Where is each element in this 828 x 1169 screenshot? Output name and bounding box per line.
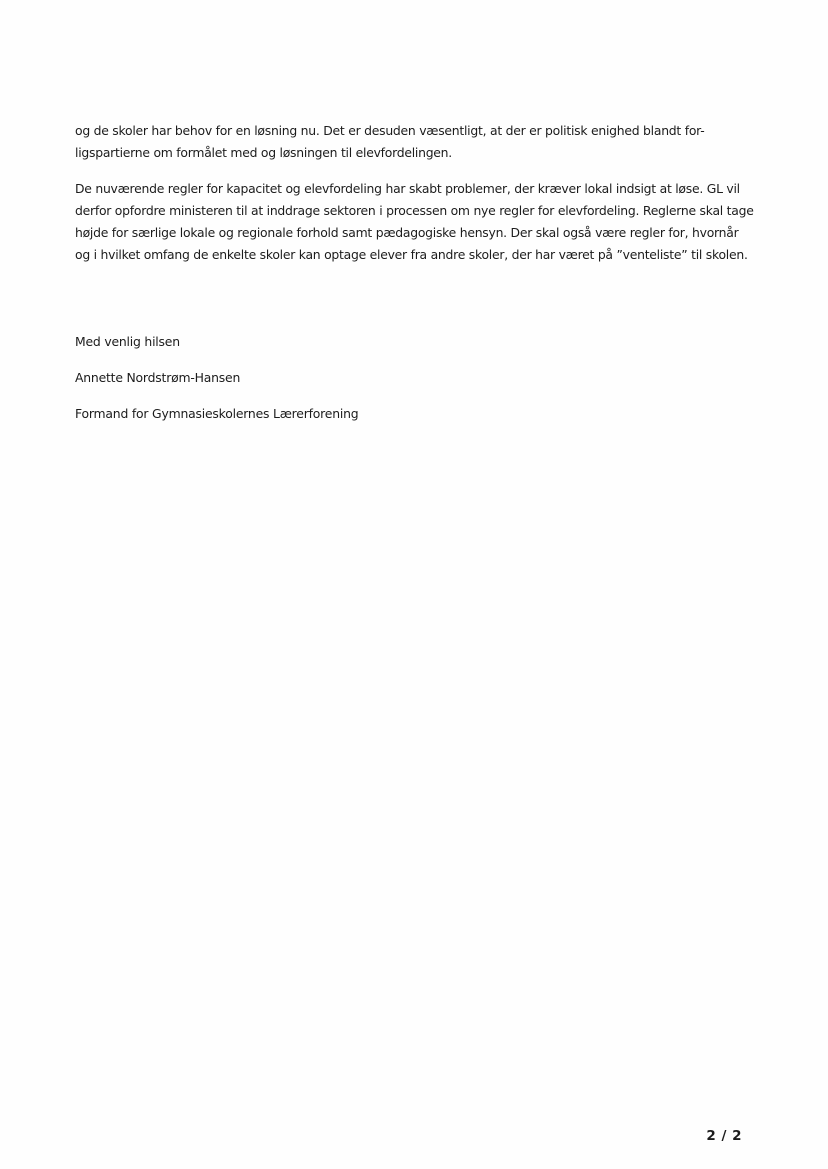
closing-greeting: Med venlig hilsen <box>75 334 180 349</box>
paragraph-regulations: De nuværende regler for kapacitet og elevfordeling har skabt problemer, der kræver lokal indsigt at løse. GL vil derfor opfordre ministeren til at inddrage sektoren i processen om nye regler for elevfordeling. Reglerne skal tage højde for særlige lokale og regionale forhold samt pædagogiske hensyn. Der skal også være regler for, hvornår og i hvilket omfang de enkelte skoler kan optage elever fra andre skoler, der har været på ”venteliste” til skolen. <box>75 181 754 262</box>
signatory-title: Formand for Gymnasieskolernes Lærerforening <box>75 406 359 421</box>
page-number: 2 / 2 <box>706 1128 742 1144</box>
signatory-name: Annette Nordstrøm-Hansen <box>75 370 241 385</box>
paragraph-continuation: og de skoler har behov for en løsning nu. Det er desuden væsentligt, at der er politisk enighed blandt for-ligspartierne om formålet med og løsningen til elevfordelingen. <box>75 123 705 160</box>
